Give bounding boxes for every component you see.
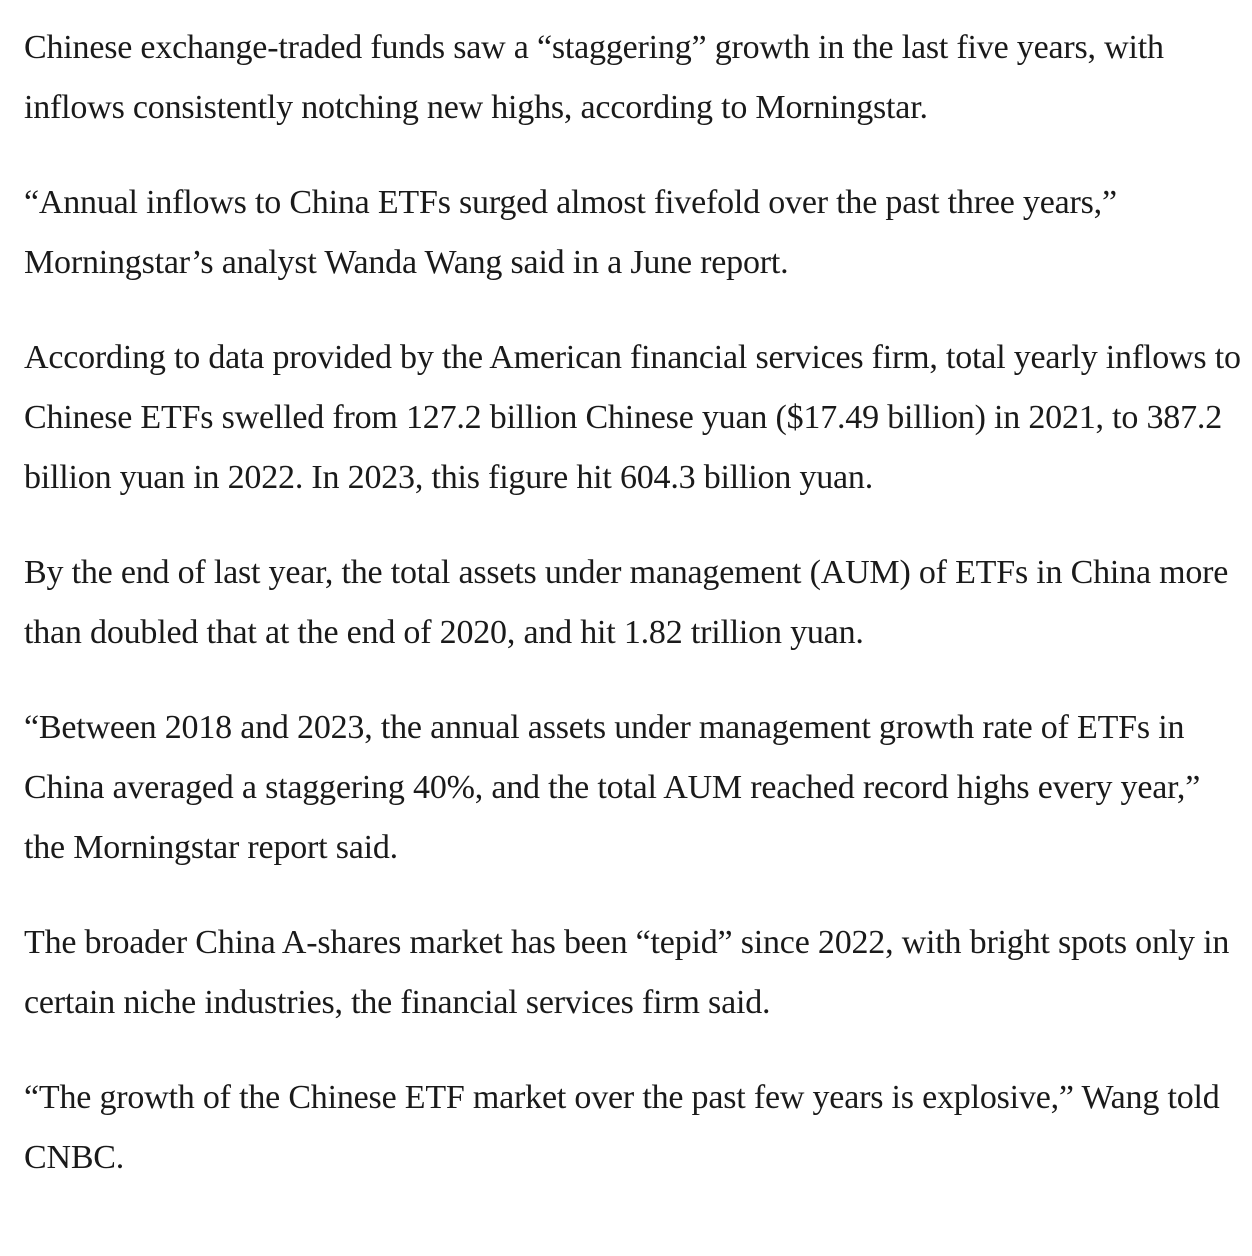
article-paragraph: “Annual inflows to China ETFs surged almost fivefold over the past three years,” Morningstar’s analyst Wanda Wang said in a June report. <box>24 184 1117 281</box>
article-paragraph: The broader China A-shares market has been “tepid” since 2022, with bright spots only in certain niche industries, the financial services firm said. <box>24 924 1230 1021</box>
article-paragraph: “The growth of the Chinese ETF market over the past few years is explosive,” Wang told CNBC. <box>24 1079 1220 1176</box>
article-paragraph: According to data provided by the American financial services firm, total yearly inflows to Chinese ETFs swelled from 127.2 billion Chinese yuan ($17.49 billion) in 2021, to 387.2 billion yuan in 2022. In 2023, this figure hit 604.3 billion yuan. <box>24 339 1241 496</box>
article-paragraph: By the end of last year, the total assets under management (AUM) of ETFs in China more than doubled that at the end of 2020, and hit 1.82 trillion yuan. <box>24 554 1229 651</box>
article-paragraph: Chinese exchange-traded funds saw a “staggering” growth in the last five years, with inflows consistently notching new highs, according to Morningstar. <box>24 29 1164 126</box>
article-paragraph: “Between 2018 and 2023, the annual assets under management growth rate of ETFs in China averaged a staggering 40%, and the total AUM reached record highs every year,” the Morningstar report said. <box>24 709 1201 866</box>
